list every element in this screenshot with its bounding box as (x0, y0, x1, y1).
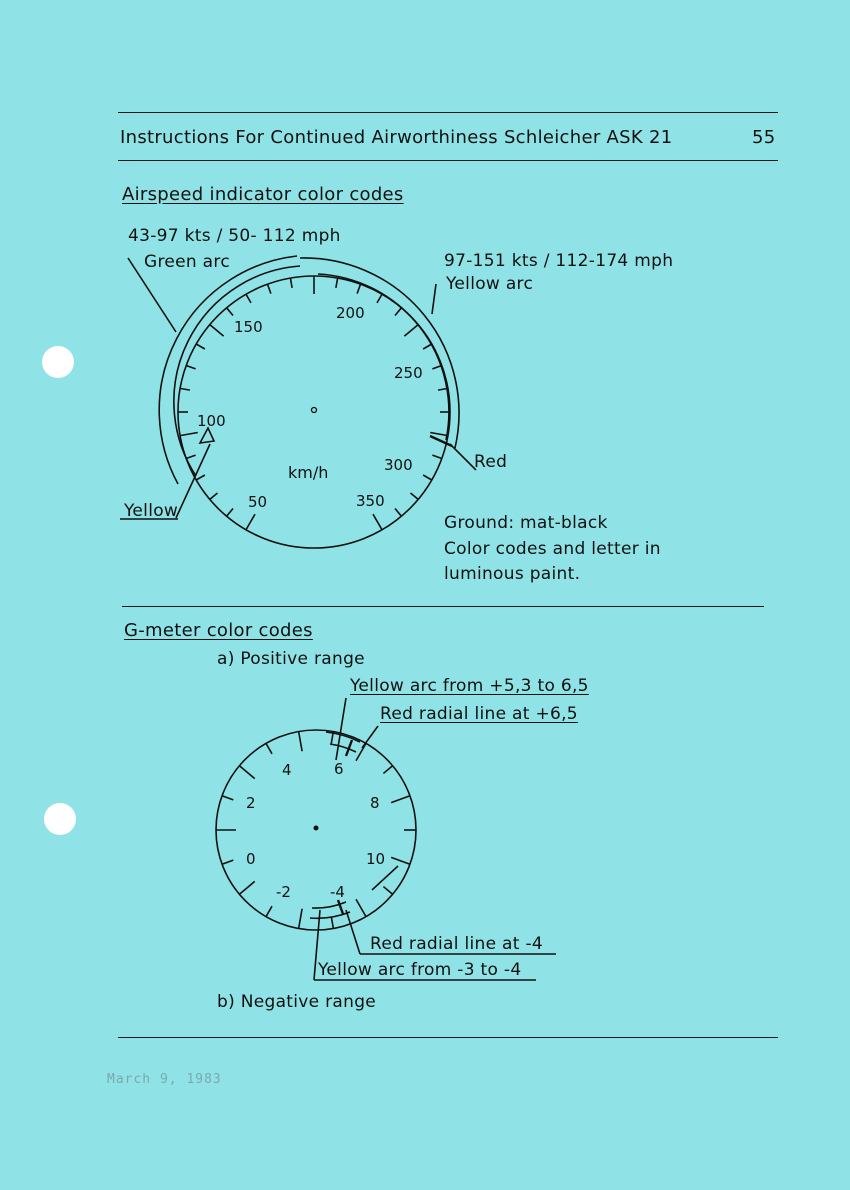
tick-label-150: 150 (234, 318, 263, 336)
g-meter-tick (331, 917, 333, 929)
tick-label-350: 350 (356, 492, 385, 510)
g-meter-tick (391, 857, 410, 864)
g-tick-label-minus2: -2 (276, 883, 291, 901)
yellow-range-label: 97-151 kts / 112-174 mph (444, 251, 674, 271)
g-tick-label-8: 8 (370, 794, 380, 812)
negative-red-radial (338, 900, 343, 914)
negative-range-label: b) Negative range (217, 992, 377, 1012)
tick-label-300: 300 (384, 456, 413, 474)
g-tick-label-4: 4 (282, 761, 292, 779)
ground-note-3: luminous paint. (444, 564, 581, 584)
tick-label-50: 50 (248, 493, 268, 511)
g-tick-label-2: 2 (246, 794, 256, 812)
g-meter-tick (239, 766, 254, 779)
tick-label-250: 250 (394, 364, 423, 382)
positive-yellow-leader (336, 698, 346, 760)
negative-yellow-leader (314, 910, 320, 980)
g-meter-tick (266, 906, 272, 916)
ground-note-2: Color codes and letter in (444, 539, 661, 559)
g-meter-center-dot (314, 826, 319, 831)
yellow-label: Yellow (124, 501, 179, 521)
g-meter-tick (222, 796, 233, 800)
airspeed-heading: Airspeed indicator color codes (122, 184, 404, 205)
negative-red-leader (346, 910, 360, 954)
red-negative-label: Red radial line at -4 (370, 934, 543, 954)
page-number: 55 (752, 127, 776, 148)
green-arc-label: Green arc (144, 252, 230, 272)
positive-range-label: a) Positive range (217, 649, 365, 669)
footer-rule (118, 1037, 778, 1038)
g-meter-tick (383, 887, 392, 895)
g-meter-tick (356, 743, 366, 760)
tick-label-200: 200 (336, 304, 365, 322)
g-meter-tick (299, 732, 302, 752)
red-positive-label: Red radial line at +6,5 (380, 704, 578, 724)
yellow-negative-label: Yellow arc from -3 to -4 (318, 960, 522, 980)
g-tick-label-6: 6 (334, 760, 344, 778)
g-meter-tick (239, 881, 254, 894)
airspeed-unit: km/h (288, 463, 329, 482)
tick-label-100: 100 (197, 412, 226, 430)
g-meter-tick (383, 766, 392, 774)
g-tick-label-10: 10 (366, 850, 386, 868)
header-title: Instructions For Continued Airworthiness Schleicher ASK 21 (120, 127, 673, 148)
g-tick-label-0: 0 (246, 850, 256, 868)
g-meter-tick (222, 860, 233, 864)
yellow-positive-label: Yellow arc from +5,3 to 6,5 (350, 676, 589, 696)
ground-note-1: Ground: mat-black (444, 513, 608, 533)
g-meter-tick (266, 743, 272, 753)
red-label: Red (474, 452, 508, 472)
green-range-label: 43-97 kts / 50- 112 mph (128, 226, 341, 246)
g-meter-tick (356, 899, 366, 916)
gmeter-heading: G-meter color codes (124, 620, 313, 641)
g-meter-tick (391, 796, 410, 803)
g-meter-tick (299, 909, 302, 929)
yellow-arc-label: Yellow arc (446, 274, 534, 294)
g-tick-label-minus4: -4 (330, 883, 345, 901)
footer-date: March 9, 1983 (107, 1072, 222, 1087)
